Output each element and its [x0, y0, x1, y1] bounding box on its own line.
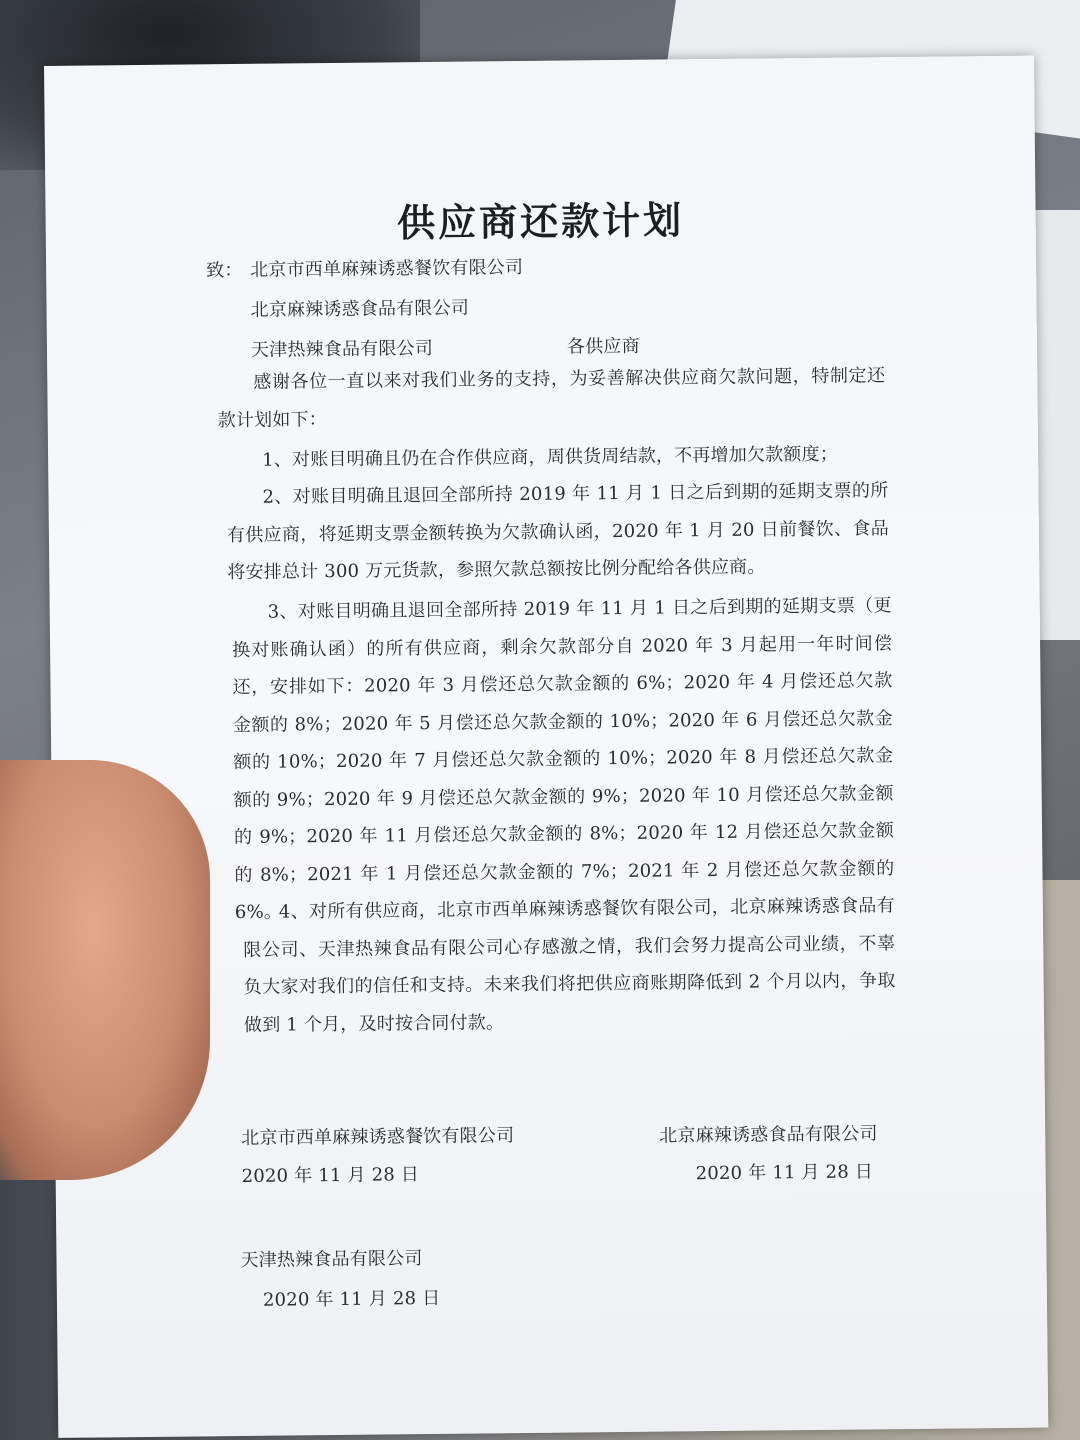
- intro-paragraph: 感谢各位一直以来对我们业务的支持，为妥善解决供应商欠款问题，特制定还款计划如下：: [217, 365, 886, 431]
- recipient-3: 天津热辣食品有限公司: [250, 337, 434, 361]
- signature-date-2: 2020 年 11 月 28 日: [695, 1161, 874, 1185]
- plan-item-4: 4、对所有供应商，北京市西单麻辣诱惑餐饮有限公司，北京麻辣诱惑食品有限公司、天津热辣食品有限公司心存感激之情，我们会努力提高公司业绩，不辜负大家对我们的信任和支持。未来我们将把供应商账期降低到 2 个月以内，争取做到 1 个月，及时按合同付款。: [243, 895, 896, 1036]
- to-prefix: 致：: [206, 259, 243, 282]
- signature-date-3: 2020 年 11 月 28 日: [262, 1287, 441, 1311]
- plan-item-3: 3、对账目明确且退回全部所持 2019 年 11 月 1 日之后到期的延期支票（更换对账确认函）的所有供应商，剩余欠款部分自 2020 年 3 月起用一年时间偿还，安排如下：2020 年 3 月偿还总欠款金额的 6%；2020 年 4 月偿还总欠款金额的 8%；2020 年 5 月偿还总欠款金额的 10%；2020 年 6 月偿还总欠款金额的 10%；2020 年 7 月偿还总欠款金额的 10%；2020 年 8 月偿还总欠款金额的 9%；2020 年 9 月偿还总欠款金额的 9%；2020 年 10 月偿还总欠款金额的 9%；2020 年 11 月偿还总欠款金额的 8%；2020 年 12 月偿还总欠款金额的 8%；2021 年 1 月偿还总欠款金额的 7%；2021 年 2 月偿还总欠款金额的 6%。: [232, 595, 895, 924]
- holding-hand: [0, 760, 210, 1180]
- recipient-2: 北京麻辣诱惑食品有限公司: [250, 297, 470, 321]
- document-sheet: [44, 56, 1048, 1438]
- signature-company-1: 北京市西单麻辣诱惑餐饮有限公司: [241, 1125, 515, 1149]
- signature-company-2: 北京麻辣诱惑食品有限公司: [659, 1123, 878, 1147]
- recipient-1: 北京市西单麻辣诱惑餐饮有限公司: [250, 256, 524, 281]
- recipients-suffix: 各供应商: [566, 335, 640, 358]
- signature-company-3: 天津热辣食品有限公司: [240, 1248, 423, 1272]
- document-title: 供应商还款计划: [396, 198, 685, 246]
- plan-item-2: 2、对账目明确且退回全部所持 2019 年 11 月 1 日之后到期的延期支票的所有供应商，将延期支票金额转换为欠款确认函，2020 年 1 月 20 日前餐饮、食品将安排总计 300 万元货款，参照欠款总额按比例分配给各供应商。: [226, 480, 889, 584]
- signature-date-1: 2020 年 11 月 28 日: [241, 1164, 420, 1187]
- plan-item-1: 1、对账目明确且仍在合作供应商，周供货周结款，不再增加欠款额度；: [262, 443, 839, 471]
